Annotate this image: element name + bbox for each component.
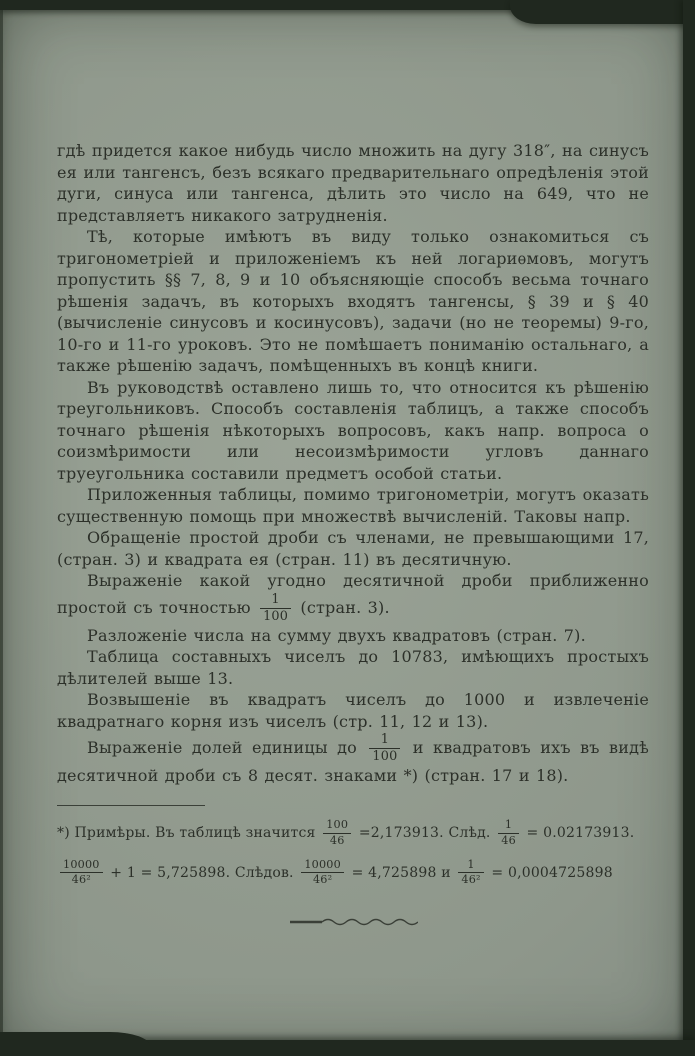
paragraph-text: Возвышеніе въ квадратъ чиселъ до 1000 и извлеченіе квадратнаго корня изъ чиселъ (стр. 11, 12 и 13). xyxy=(57,690,649,731)
paragraph xyxy=(57,646,649,689)
paragraph-text: (стран. 3). xyxy=(294,597,390,617)
paragraph xyxy=(57,226,649,377)
fraction xyxy=(323,819,351,847)
fraction xyxy=(260,593,291,624)
paragraph-text: Въ руководствѣ оставлено лишь то, что относится къ рѣшенію треугольниковъ. Способъ составленія таблицъ, а также способъ точнаго рѣшенія нѣкоторыхъ вопросовъ, какъ напр. вопроса о соизмѣримости или несоизмѣримости угловъ даннаго труеугольника составили предметъ особой статьи. xyxy=(57,377,649,483)
footnote-text: = 0.02173913. xyxy=(521,825,635,842)
fraction-numerator: 100 xyxy=(323,819,351,833)
footnote-text: *) Примѣры. Въ таблицѣ значится xyxy=(57,825,321,842)
footnote-text: = 4,725898 и xyxy=(346,864,456,881)
fraction-denominator: 46 xyxy=(501,833,516,847)
paragraph-text: Разложеніе числа на сумму двухъ квадратовъ (стран. 7). xyxy=(87,625,586,645)
paragraph-text: Выраженіе долей единицы до xyxy=(87,738,367,758)
footnote-line xyxy=(57,818,649,848)
scan-edge-left xyxy=(0,0,3,1056)
footnote-text: + 1 = 5,725898. Слѣдов. xyxy=(105,864,299,881)
paragraph-text: Обращеніе простой дроби съ членами, не превышающими 17, (стран. 3) и квадрата ея (стран. 11) въ десятичную. xyxy=(57,528,649,569)
footnote-rule xyxy=(57,805,205,807)
fraction-numerator: 1 xyxy=(260,593,291,609)
paragraph-text: Таблица составныхъ чиселъ до 10783, имѣющихъ простыхъ дѣлителей выше 13. xyxy=(57,647,649,688)
fraction-denominator: 46² xyxy=(312,873,333,887)
paragraph xyxy=(57,732,649,787)
fraction xyxy=(498,819,519,847)
fraction-denominator: 100 xyxy=(263,608,289,624)
paragraph-text: гдѣ придется какое нибудь число множить на дугу 318″, на синусъ ея или тангенсъ, безъ всякаго предварительнаго опредѣленія этой дуги, синуса или тангенса, дѣлить это число на 649, что не представляетъ никакого затрудненія. xyxy=(57,141,649,225)
paragraph-text: Приложенныя таблицы, помимо тригонометріи, могутъ оказать существенную помощь при множествѣ вычисленій. Таковы напр. xyxy=(57,485,649,526)
fraction-denominator: 46² xyxy=(71,873,91,887)
paragraph xyxy=(57,140,649,226)
paragraph xyxy=(57,625,649,647)
footnote-text: =2,173913. Слѣд. xyxy=(354,825,496,842)
fraction-denominator: 46² xyxy=(461,873,481,887)
fraction-numerator: 1 xyxy=(458,859,483,873)
paragraph-text: Тѣ, которые имѣютъ въ виду только ознакомиться съ тригонометріей и приложеніемъ къ ней логариѳмовъ, могутъ пропустить §§ 7, 8, 9 и 10 объясняющіе способъ весьма точнаго рѣшенія задачъ, въ которыхъ входятъ тангенсы, § 39 и § 40 (вычисленіе синусовъ и косинусовъ), задачи (но не теоремы) 9-го, 10-го и 11-го уроковъ. Это не помѣшаетъ пониманію остальнаго, а также рѣшенію задачъ, помѣщенныхъ въ концѣ книги. xyxy=(57,227,649,375)
fraction xyxy=(301,859,344,887)
scan-edge-top-right xyxy=(510,0,695,24)
fraction-numerator: 1 xyxy=(498,819,519,833)
page-text-block xyxy=(57,140,649,933)
fraction-numerator: 10000 xyxy=(60,859,103,873)
paragraph xyxy=(57,689,649,732)
fraction-denominator: 46 xyxy=(329,833,345,847)
fraction xyxy=(458,859,483,887)
end-flourish xyxy=(57,914,649,933)
footnote xyxy=(57,818,649,887)
paragraph xyxy=(57,377,649,485)
fraction-denominator: 100 xyxy=(372,749,398,765)
fraction xyxy=(60,859,103,887)
fraction-numerator: 1 xyxy=(369,733,400,749)
paragraph xyxy=(57,484,649,527)
scan-edge-right xyxy=(683,0,695,1056)
paragraph xyxy=(57,527,649,570)
fraction-numerator: 10000 xyxy=(301,859,344,873)
paragraph-text: Выраженіе какой угодно десятичной дроби приближенно простой съ точностью xyxy=(57,571,649,617)
paragraph-text: и квадратовъ ихъ въ видѣ десятичной дроби съ 8 десят. знаками *) (стран. 17 и 18). xyxy=(57,738,650,786)
wavy-rule-icon xyxy=(288,917,418,929)
footnote-line xyxy=(57,858,649,888)
footnote-text: = 0,0004725898 xyxy=(486,864,613,881)
paragraph xyxy=(57,570,649,625)
scan-edge-bottom-left xyxy=(0,1032,150,1056)
fraction xyxy=(369,733,400,764)
